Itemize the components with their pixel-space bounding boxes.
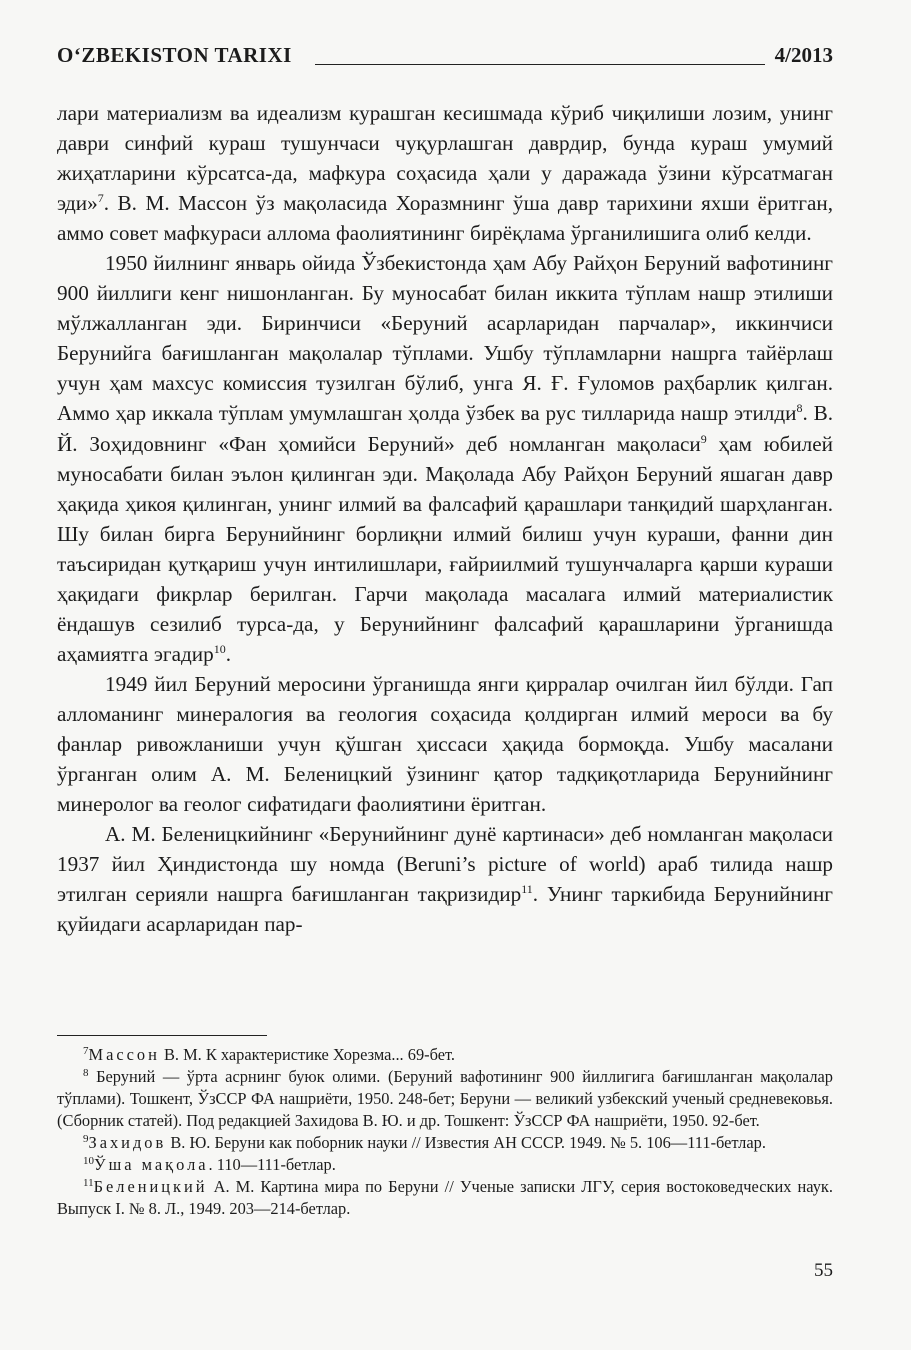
page-number: 55 xyxy=(814,1260,833,1281)
footnote-ref-7: 7 xyxy=(97,191,104,206)
footnote-divider xyxy=(57,1035,267,1036)
journal-name: O‘ZBEKISTON TARIXI xyxy=(57,43,292,67)
paragraph-1: лари материализм ва идеализм курашган кесишмада кўриб чиқилиши лозим, унинг даври синфий кураш тушунчаси чуқурлашган даврдир, бунда кураш умумий жиҳатларини кўрсатса-да, мафкура соҳасида ҳали у даражада ўзини кўрсатмаган эди»$^7$. В. М. Массон ўз мақоласида Хоразмнинг ўша давр тарихини яхши ёритган, аммо совет мафкураси аллома фаолиятининг бирёқлама ўрганилишига олиб келди. xyxy=(57,101,833,246)
paragraph-2: 1950 йилнинг январь ойида Ўзбекистонда ҳам Абу Райҳон Беруний вафотининг 900 йиллиги кенг нишонланган. Бу муносабат билан иккита тўплам нашр этилиши мўлжалланган эди. Биринчиси «Беруний асарларидан парчалар», иккинчиси Берунийга бағишланган мақолалар тўплами. Ушбу тўпламларни нашрга тайёрлаш учун ҳам махсус комиссия тузилган бўлиб, унга Я. Ғ. Ғуломов раҳбарлик қилган. Аммо ҳар иккала тўплам умумлашган ҳолда ўзбек ва рус тилларида нашр этилди$^8$. В. Й. Зоҳидовнинг «Фан ҳомийси Беруний» деб номланган мақоласи$^9$ ҳам юбилей муносабати билан эълон қилинган эди. Мақолада Абу Райҳон Беруний яшаган давр ҳақида ҳикоя қилинган, унинг илмий ва фалсафий қарашлари танқидий шарҳланган. Шу билан бирга Берунийнинг борлиқни илмий билиш учун кураши, фанни дин таъсиридан қутқариш учун интилишлари, ғайриилмий тушунчаларга қарши кураши ҳақидаги фикрлар берилган. Гарчи мақолада масалага илмий материалистик ёндашув сезилиб турса-да, у Берунийнинг фалсафий қарашларини ўрганишда аҳамиятга эгадир$^{10}$. xyxy=(57,251,833,666)
issue-number: 4/2013 xyxy=(774,43,833,67)
footnotes xyxy=(57,1044,833,1220)
footnote-11: $^{11}$Беленицкий А. М. Картина мира по Беруни // Ученые записки ЛГУ, серия востоковедческих наук. Выпуск I. № 8. Л., 1949. 203—214-бетлар. xyxy=(57,1177,833,1218)
footnote-7: $^7$Массон В. М. К характеристике Хорезма... 69-бет. xyxy=(83,1045,456,1064)
paragraph-4: А. М. Беленицкийнинг «Берунийнинг дунё картинаси» деб номланган мақоласи 1937 йил Ҳиндистонда шу номда (Beruni’s picture of world) араб тилида нашр этилган серияли нашрга бағишланган тақризидир$^{11}$. Унинг таркибида Берунийнинг қуйидаги асарларидан пар- xyxy=(57,822,833,937)
article-body xyxy=(57,98,833,939)
paragraph-3: 1949 йил Беруний меросини ўрганишда янги қирралар очилган йил бўлди. Гап алломанинг минералогия ва геология соҳасида қолдирган илмий мероси ва бу фанлар ривожланиши учун қўшган ҳиссаси ҳақида бормоқда. Ушбу масалани ўрганган олим А. М. Беленицкий ўзининг қатор тадқиқотларида Берунийнинг минеролог ва геолог сифатидаги фаолиятини ёритган. xyxy=(57,671,833,817)
footnote-10: $^{10}$Ўша мақола. 110—111-бетлар. xyxy=(83,1155,336,1174)
running-header xyxy=(57,40,833,76)
footnote-8: $^8$ Беруний — ўрта асрнинг буюк олими. (Беруний вафотининг 900 йиллигига бағишланган мақолалар тўплами). Тошкент, ЎзССР ФА нашриёти, 1950. 248-бет; Беруни — великий узбекский ученый средневековья. (Сборник статей). Под редакцией Захидова В. Ю. и др. Тошкент: ЎзССР ФА нашриёти, 1950. 92-бет. xyxy=(57,1067,833,1130)
footnote-ref-10: 10 xyxy=(213,641,226,656)
footnote-ref-9: 9 xyxy=(700,431,707,446)
footnote-ref-8: 8 xyxy=(796,401,803,416)
footnote-9: $^9$Захидов В. Ю. Беруни как поборник науки // Известия АН СССР. 1949. № 5. 106—111-бетлар. xyxy=(83,1133,766,1152)
header-rule xyxy=(315,64,765,65)
footnote-ref-11: 11 xyxy=(521,882,533,897)
journal-page xyxy=(57,40,833,1330)
